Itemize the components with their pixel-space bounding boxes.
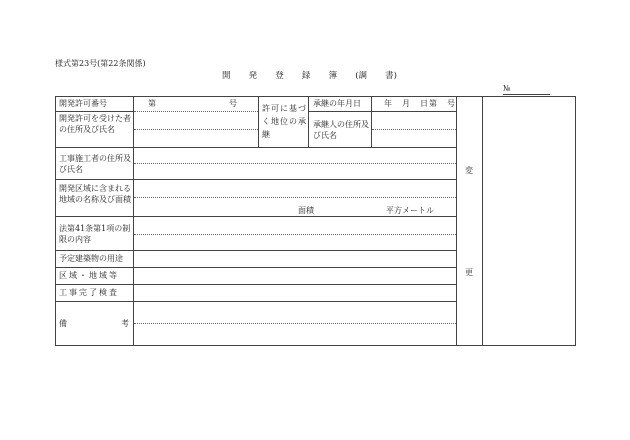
title-char: 登: [275, 71, 284, 81]
dotted-line: [134, 111, 258, 112]
title-char: 簿: [328, 71, 338, 81]
area-name-label: 開発区域に含まれる地域の名称及び面積: [59, 184, 131, 204]
title-char: 開: [222, 71, 231, 81]
succession-value-divider: [371, 96, 372, 147]
recipient-label: 開発許可を受けた者の住所及び氏名: [59, 114, 131, 134]
remarks-char: 備: [59, 319, 67, 328]
dotted-line: [134, 323, 456, 324]
row-line: [55, 147, 456, 148]
dotted-line: [134, 163, 456, 164]
row-line: [55, 111, 133, 112]
row-line: [55, 284, 456, 285]
number-underline: [503, 94, 550, 95]
row-line: [55, 267, 456, 268]
page-title: [222, 71, 397, 81]
row-line: [308, 111, 456, 112]
title-char: (調: [355, 71, 368, 81]
dotted-line: [372, 129, 456, 130]
dotted-line: [134, 197, 456, 198]
successor-label: 承継人の住所及び氏名: [313, 120, 369, 140]
row-line: [55, 179, 456, 180]
succession-label: 許可に基づく地位の承継: [262, 104, 307, 139]
label-column-divider: [133, 96, 134, 346]
row-line: [55, 301, 456, 302]
permit-number-label: 開発許可番号: [59, 99, 107, 108]
border-right: [575, 96, 576, 346]
succession-date-value: 年 月 日第 号: [384, 99, 456, 108]
title-char: 発: [248, 71, 258, 81]
border-left: [55, 96, 56, 346]
area-label: 面積: [298, 206, 314, 215]
zone-label: 区域・地域等: [59, 271, 119, 280]
building-use-label: 予定建築物の用途: [59, 254, 123, 263]
title-char: 録: [301, 71, 311, 81]
title-char: 書): [385, 71, 397, 81]
area-unit: 平方メートル: [386, 206, 434, 215]
art41-label: 法第41条第1項の制限の内容: [59, 224, 131, 244]
change-char-top: 変: [465, 166, 473, 175]
change-column-right: [482, 96, 483, 346]
permit-number-suffix: 号: [229, 99, 237, 108]
inspection-label: 工事完了検査: [59, 288, 119, 297]
dotted-line: [134, 234, 456, 235]
dotted-line: [134, 129, 258, 130]
change-column-left: [456, 96, 457, 346]
row-line: [55, 216, 456, 217]
change-char-bottom: 更: [465, 268, 473, 277]
remarks-label: [59, 319, 129, 329]
remarks-char: 考: [121, 319, 129, 328]
row-line: [55, 250, 456, 251]
form-number-label: 様式第23号(第22条関係): [55, 59, 146, 68]
succession-date-label: 承継の年月日: [313, 99, 361, 108]
succession-left: [258, 96, 259, 147]
permit-number-prefix: 第: [148, 99, 156, 108]
succession-right: [308, 96, 309, 147]
contractor-label: 工事施工者の住所及び氏名: [59, 154, 131, 174]
number-label: №: [503, 84, 511, 93]
